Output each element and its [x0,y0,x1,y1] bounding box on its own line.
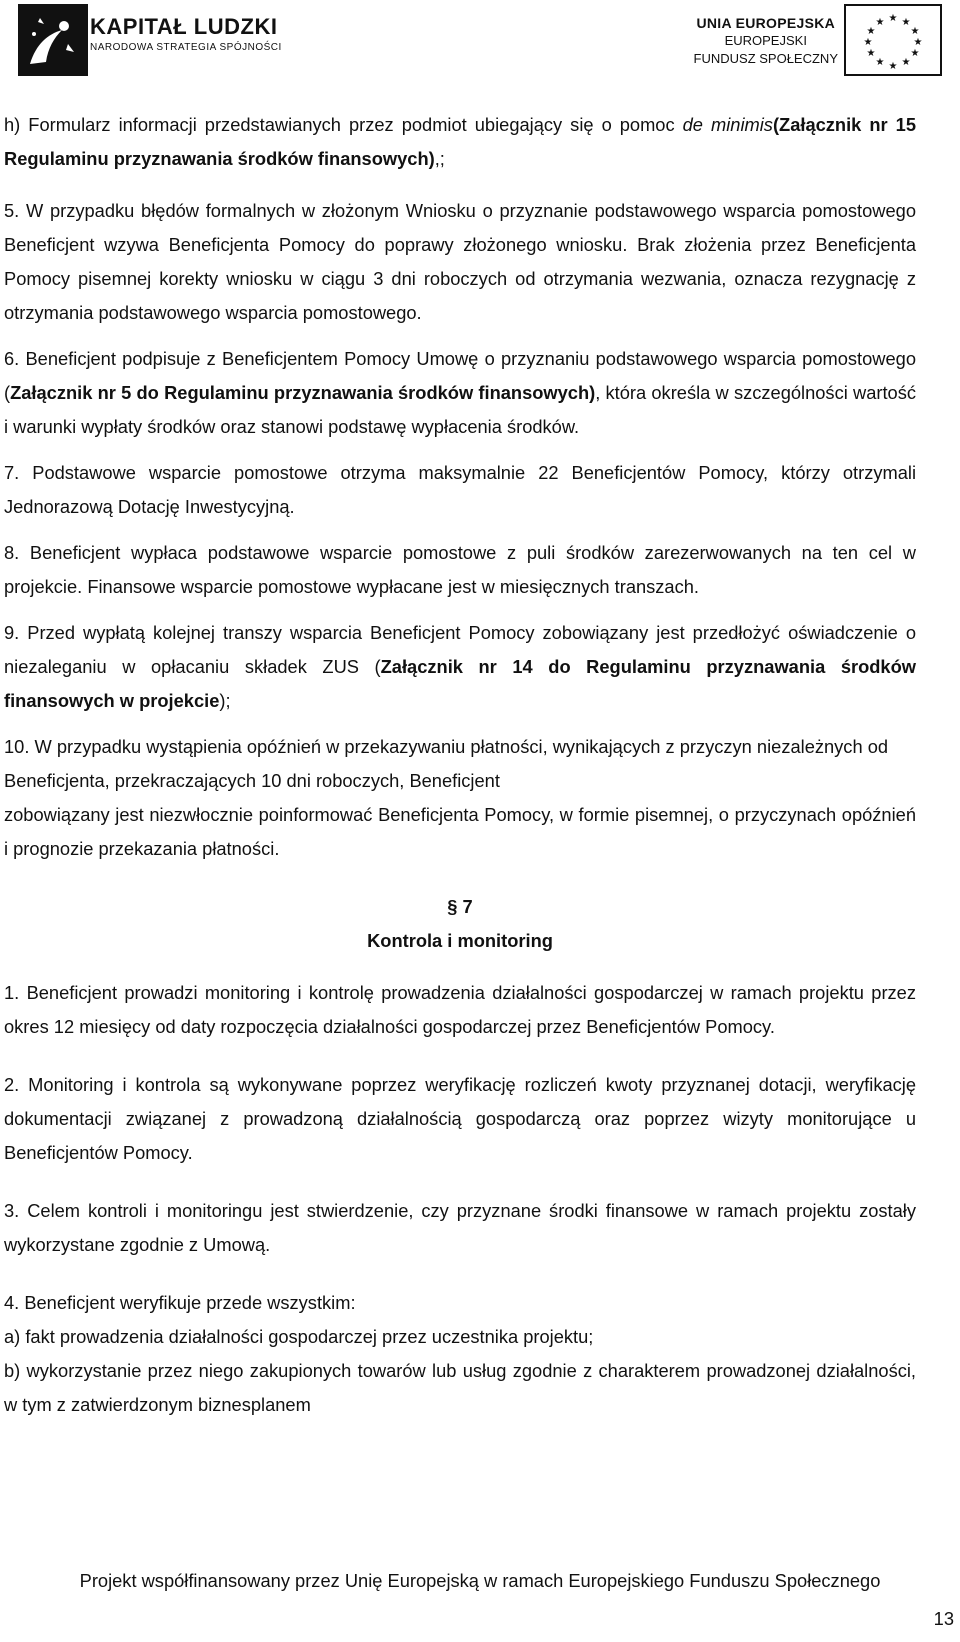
kl-title: KAPITAŁ LUDZKI [90,14,278,39]
svg-text:★: ★ [913,37,923,48]
page-footer: Projekt współfinansowany przez Unię Europejską w ramach Europejskiego Funduszu Społecznego [79,1570,881,1591]
svg-text:★: ★ [888,61,898,72]
document-body [4,108,916,1422]
paragraph-8: 8. Beneficjent wypłaca podstawowe wsparcie pomostowe z puli środków zarezerwowanych na ten cel w projekcie. Finansowe wsparcie pomostowe wypłacane jest w miesięcznych transzach. [4,542,916,597]
page-number: 13 [933,1608,954,1629]
eu-line3: FUNDUSZ SPOŁECZNY [693,51,838,66]
paragraph-10a: 10. W przypadku wystąpienia opóźnień w przekazywaniu płatności, wynikających z przyczyn niezależnych od Beneficjenta, przekraczających 10 dni roboczych, Beneficjent [4,736,889,791]
svg-text:★: ★ [863,37,873,48]
svg-text:★: ★ [910,48,920,59]
paragraph-10b: zobowiązany jest niezwłocznie poinformować Beneficjenta Pomocy, w formie pisemnej, o przyczynach opóźnień i prognozie przekazania płatności. [4,804,916,859]
svg-text:★: ★ [888,13,898,24]
kapital-ludzki-wordmark [90,14,282,53]
eu-line2: EUROPEJSKI [724,33,807,48]
svg-text:★: ★ [875,57,885,68]
svg-text:★: ★ [875,17,885,28]
paragraph-9-bold: Załącznik nr 14 do Regulaminu przyznawania środków finansowych w projekcie [4,656,916,711]
paragraph-7: 7. Podstawowe wsparcie pomostowe otrzyma maksymalnie 22 Beneficjentów Pomocy, którzy otrzymali Jednorazową Dotację Inwestycyjną. [4,462,916,517]
section-title: Kontrola i monitoring [367,930,553,951]
page-header [0,0,960,85]
kapital-ludzki-logo-icon [18,4,88,76]
eu-flag-icon [844,4,942,76]
section-point-2: 2. Monitoring i kontrola są wykonywane poprzez weryfikację rozliczeń kwoty przyznanej dotacji, weryfikację dokumentacji związanej z prowadzoną działalnością gospodarczą oraz poprzez wizyty monitorujące u Beneficjentów Pomocy. [4,1074,916,1163]
paragraph-9: 9. Przed wypłatą kolejnej transzy wsparcia Beneficjent Pomocy zobowiązany jest przedłożyć oświadczenie o niezaleganiu w opłacaniu składek ZUS (Załącznik nr 14 do Regulaminu przyznawania środków finansowych w projekcie); [4,622,916,711]
section-number: § 7 [447,896,473,917]
paragraph-6: 6. Beneficjent podpisuje z Beneficjentem Pomocy Umowę o przyznaniu podstawowego wsparcia pomostowego (Załącznik nr 5 do Regulaminu przyznawania środków finansowych), która określa w szczególności wartość i warunki wypłaty środków oraz stanowi podstawę wypłacenia środków. [4,348,916,437]
section-point-3: 3. Celem kontroli i monitoringu jest stwierdzenie, czy przyznane środki finansowe w ramach projektu zostały wykorzystane zgodnie z Umową. [4,1200,916,1255]
svg-text:★: ★ [901,57,911,68]
item-h-italic: de minimis [682,114,773,135]
paragraph-5: 5. W przypadku błędów formalnych w złożonym Wniosku o przyznanie podstawowego wsparcia pomostowego Beneficjent wzywa Beneficjenta Pomocy do poprawy złożonego wniosku. Brak złożenia przez Beneficjenta Pomocy pisemnej korekty wniosku w ciągu 3 dni roboczych od otrzymania wezwania, oznacza rezygnację z otrzymania podstawowego wsparcia pomostowego. [4,200,916,323]
svg-text:★: ★ [866,48,876,59]
svg-text:★: ★ [901,17,911,28]
item-h-bold: (Załącznik nr 15 Regulaminu przyznawania środków finansowych) [4,114,916,169]
section-point-4b: b) wykorzystanie przez niego zakupionych towarów lub usług zgodnie z charakterem prowadzonej działalności, w tym z zatwierdzonym biznesplanem [4,1360,916,1415]
section-point-1: 1. Beneficjent prowadzi monitoring i kontrolę prowadzenia działalności gospodarczej w ramach projektu przez okres 12 miesięcy od daty rozpoczęcia działalności gospodarczej przez Beneficjentów Pomocy. [4,982,916,1037]
section-point-4: 4. Beneficjent weryfikuje przede wszystkim: [4,1292,356,1313]
svg-text:★: ★ [866,26,876,37]
kl-subtitle: NARODOWA STRATEGIA SPÓJNOŚCI [90,42,282,53]
eu-line1: UNIA EUROPEJSKA [696,15,836,31]
svg-text:★: ★ [910,26,920,37]
section-point-4a: a) fakt prowadzenia działalności gospodarczej przez uczestnika projektu; [4,1326,594,1347]
paragraph-6-bold: Załącznik nr 5 do Regulaminu przyznawania środków finansowych) [10,382,596,403]
item-h: h) Formularz informacji przedstawianych przez podmiot ubiegający się o pomoc de minimis(Załącznik nr 15 Regulaminu przyznawania środków finansowych),; [4,114,916,169]
eu-wordmark [694,14,838,68]
